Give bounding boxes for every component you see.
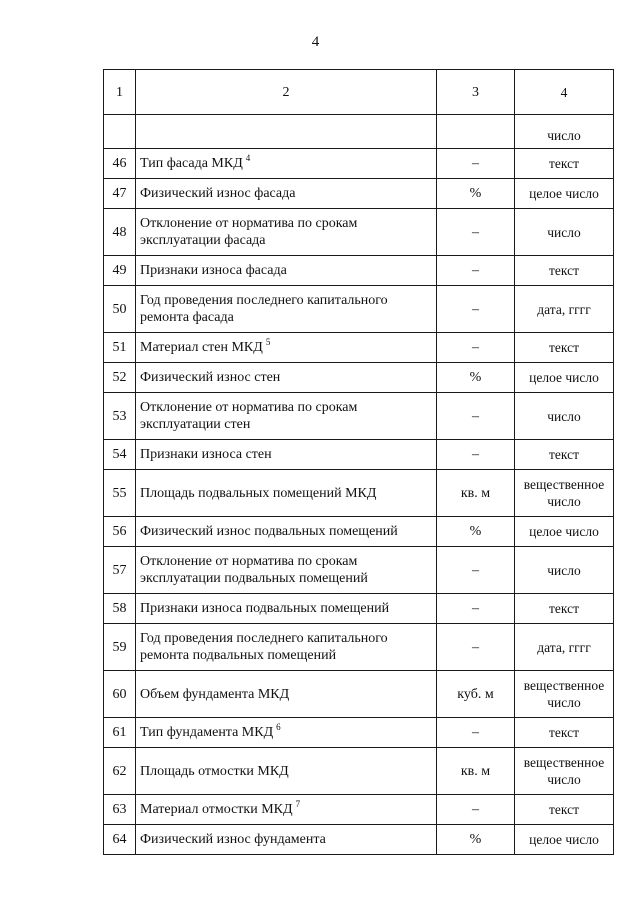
cell-type: вещественное число [515, 671, 614, 718]
cell-unit: – [437, 594, 515, 624]
cell-type: число [515, 115, 614, 149]
cell-type: текст [515, 795, 614, 825]
table-row [104, 286, 614, 333]
cell-unit: – [437, 718, 515, 748]
cell-unit: – [437, 624, 515, 671]
table-header-row [104, 70, 614, 115]
cell-type: текст [515, 440, 614, 470]
row-name: Материал отмостки МКД [140, 802, 293, 817]
table-row [104, 440, 614, 470]
cell-number: 47 [104, 179, 136, 209]
cell-unit: – [437, 333, 515, 363]
cell-unit: % [437, 825, 515, 855]
cell-number: 48 [104, 209, 136, 256]
table-row [104, 149, 614, 179]
row-name: Тип фасада МКД [140, 156, 243, 171]
cell-unit: % [437, 179, 515, 209]
table-row [104, 795, 614, 825]
cell-unit: – [437, 286, 515, 333]
cell-type: текст [515, 718, 614, 748]
cell-unit: – [437, 795, 515, 825]
cell-unit: кв. м [437, 748, 515, 795]
cell-name [136, 718, 437, 748]
cell-name: Отклонение от норматива по срокам эксплуатации стен [136, 393, 437, 440]
cell-name: Физический износ фасада [136, 179, 437, 209]
footnote-ref: 5 [265, 337, 271, 347]
cell-type: целое число [515, 179, 614, 209]
cell-number: 50 [104, 286, 136, 333]
cell-type: дата, гггг [515, 286, 614, 333]
cell-name: Площадь подвальных помещений МКД [136, 470, 437, 517]
cell-name: Объем фундамента МКД [136, 671, 437, 718]
table-row [104, 718, 614, 748]
cell-type: вещественное число [515, 470, 614, 517]
table-row [104, 547, 614, 594]
cell-name: Год проведения последнего капитального ремонта фасада [136, 286, 437, 333]
cell-unit: – [437, 209, 515, 256]
cell-type: текст [515, 256, 614, 286]
table-row [104, 748, 614, 795]
cell-name: Физический износ фундамента [136, 825, 437, 855]
cell-name [136, 795, 437, 825]
table-row [104, 594, 614, 624]
table-row [104, 671, 614, 718]
cell-type: вещественное число [515, 748, 614, 795]
cell-name: Признаки износа фасада [136, 256, 437, 286]
cell-name [136, 149, 437, 179]
cell-type: число [515, 547, 614, 594]
cell-number: 51 [104, 333, 136, 363]
table-row [104, 179, 614, 209]
cell-type: целое число [515, 517, 614, 547]
cell-number: 49 [104, 256, 136, 286]
cell-unit: – [437, 256, 515, 286]
cell-type: целое число [515, 825, 614, 855]
cell-type: текст [515, 333, 614, 363]
cell-number [104, 115, 136, 149]
cell-number: 52 [104, 363, 136, 393]
attribute-table [103, 69, 614, 855]
cell-number: 60 [104, 671, 136, 718]
cell-number: 64 [104, 825, 136, 855]
row-name: Тип фундамента МКД [140, 725, 274, 740]
cell-unit: % [437, 517, 515, 547]
continuation-row [104, 115, 614, 149]
table-row [104, 825, 614, 855]
page-number: 4 [311, 34, 320, 50]
cell-name: Признаки износа подвальных помещений [136, 594, 437, 624]
cell-number: 56 [104, 517, 136, 547]
table-row [104, 393, 614, 440]
header-col-2: 2 [136, 70, 437, 115]
footnote-ref: 6 [276, 722, 281, 732]
footnote-ref: 4 [245, 153, 251, 163]
cell-name: Физический износ подвальных помещений [136, 517, 437, 547]
cell-number: 57 [104, 547, 136, 594]
table-row [104, 209, 614, 256]
cell-number: 46 [104, 149, 136, 179]
cell-type: дата, гггг [515, 624, 614, 671]
cell-number: 58 [104, 594, 136, 624]
cell-unit: – [437, 440, 515, 470]
cell-unit [437, 115, 515, 149]
cell-name: Год проведения последнего капитального ремонта подвальных помещений [136, 624, 437, 671]
cell-name: Отклонение от норматива по срокам эксплуатации фасада [136, 209, 437, 256]
cell-unit: кв. м [437, 470, 515, 517]
cell-name: Физический износ стен [136, 363, 437, 393]
footnote-ref: 7 [295, 799, 301, 809]
cell-type: целое число [515, 363, 614, 393]
cell-unit: – [437, 547, 515, 594]
cell-type: число [515, 209, 614, 256]
table-row [104, 333, 614, 363]
header-col-4: 4 [515, 70, 614, 115]
table-row [104, 256, 614, 286]
cell-number: 55 [104, 470, 136, 517]
cell-name [136, 115, 437, 149]
cell-type: число [515, 393, 614, 440]
cell-name: Признаки износа стен [136, 440, 437, 470]
cell-number: 53 [104, 393, 136, 440]
cell-number: 61 [104, 718, 136, 748]
row-name: Материал стен МКД [140, 340, 263, 355]
cell-unit: – [437, 149, 515, 179]
table-row [104, 624, 614, 671]
cell-name: Отклонение от норматива по срокам эксплуатации подвальных помещений [136, 547, 437, 594]
header-col-1: 1 [104, 70, 136, 115]
table-row [104, 517, 614, 547]
cell-name [136, 333, 437, 363]
table-row [104, 363, 614, 393]
header-col-3: 3 [437, 70, 515, 115]
cell-type: текст [515, 149, 614, 179]
cell-unit: куб. м [437, 671, 515, 718]
cell-unit: % [437, 363, 515, 393]
cell-type: текст [515, 594, 614, 624]
cell-name: Площадь отмостки МКД [136, 748, 437, 795]
cell-number: 59 [104, 624, 136, 671]
cell-number: 62 [104, 748, 136, 795]
cell-unit: – [437, 393, 515, 440]
table-row [104, 470, 614, 517]
cell-number: 63 [104, 795, 136, 825]
cell-number: 54 [104, 440, 136, 470]
